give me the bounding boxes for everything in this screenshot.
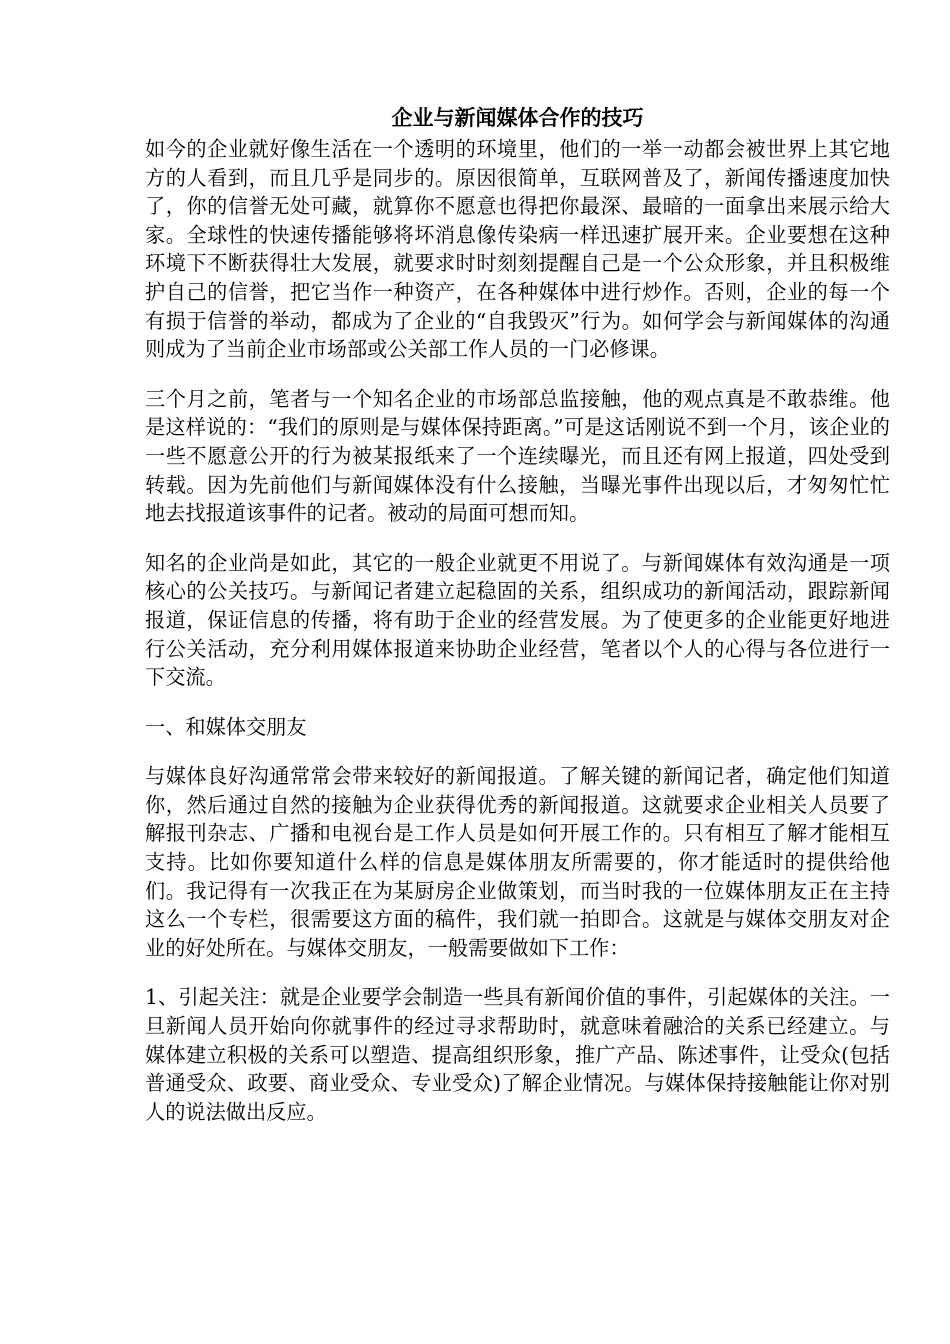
paragraph-section-1: 与媒体良好沟通常常会带来较好的新闻报道。了解关键的新闻记者，确定他们知道你，然后通过自然的接触为企业获得优秀的新闻报道。这就要求企业相关人员要了解报刊杂志、广播和电视台是工作人员是如何开展工作的。只有相互了解才能相互支持。比如你要知道什么样的信息是媒体朋友所需要的，你才能适时的提供给他们。我记得有一次我正在为某厨房企业做策划，而当时我的一位媒体朋友正在主持这么一个专栏，很需要这方面的稿件，我们就一拍即合。这就是与媒体交朋友对企业的好处所在。与媒体交朋友，一般需要做如下工作： xyxy=(145,764,890,960)
document-page xyxy=(145,103,890,1147)
document-title: 企业与新闻媒体合作的技巧 xyxy=(391,105,644,130)
section-heading-1: 一、和媒体交朋友 xyxy=(145,714,307,739)
paragraph-purpose: 知名的企业尚是如此，其它的一般企业就更不用说了。与新闻媒体有效沟通是一项核心的公关技巧。与新闻记者建立起稳固的关系，组织成功的新闻活动，跟踪新闻报道，保证信息的传播，将有助于企业的经营发展。为了使更多的企业能更好地进行公关活动，充分利用媒体报道来协助企业经营，笔者以个人的心得与各位进行一下交流。 xyxy=(145,550,890,690)
paragraph-anecdote: 三个月之前，笔者与一个知名企业的市场部总监接触，他的观点真是不敢恭维。他是这样说的：“我们的原则是与媒体保持距离。”可是这话刚说不到一个月，该企业的一些不愿意公开的行为被某报纸来了一个连续曝光，而且还有网上报道，四处受到转载。因为先前他们与新闻媒体没有什么接触，当曝光事件出现以后，才匆匆忙忙地去找报道该事件的记者。被动的局面可想而知。 xyxy=(145,386,890,526)
paragraph-item-1: 1、引起关注：就是企业要学会制造一些具有新闻价值的事件，引起媒体的关注。一旦新闻人员开始向你就事件的经过寻求帮助时，就意味着融洽的关系已经建立。与媒体建立积极的关系可以塑造、提高组织形象，推广产品、陈述事件，让受众(包括普通受众、政要、商业受众、专业受众)了解企业情况。与媒体保持接触能让你对别人的说法做出反应。 xyxy=(145,985,890,1124)
paragraph-intro: 如今的企业就好像生活在一个透明的环境里，他们的一举一动都会被世界上其它地方的人看到，而且几乎是同步的。原因很简单，互联网普及了，新闻传播速度加快了，你的信誉无处可藏，就算你不愿意也得把你最深、最暗的一面拿出来展示给大家。全球性的快速传播能够将坏消息像传染病一样迅速扩展开来。企业要想在这种环境下不断获得壮大发展，就要求时时刻刻提醒自己是一个公众形象，并且积极维护自己的信誉，把它当作一种资产，在各种媒体中进行炒作。否则，企业的每一个有损于信誉的举动，都成为了企业的“自我毁灭”行为。如何学会与新闻媒体的沟通则成为了当前企业市场部或公关部工作人员的一门必修课。 xyxy=(145,137,890,362)
